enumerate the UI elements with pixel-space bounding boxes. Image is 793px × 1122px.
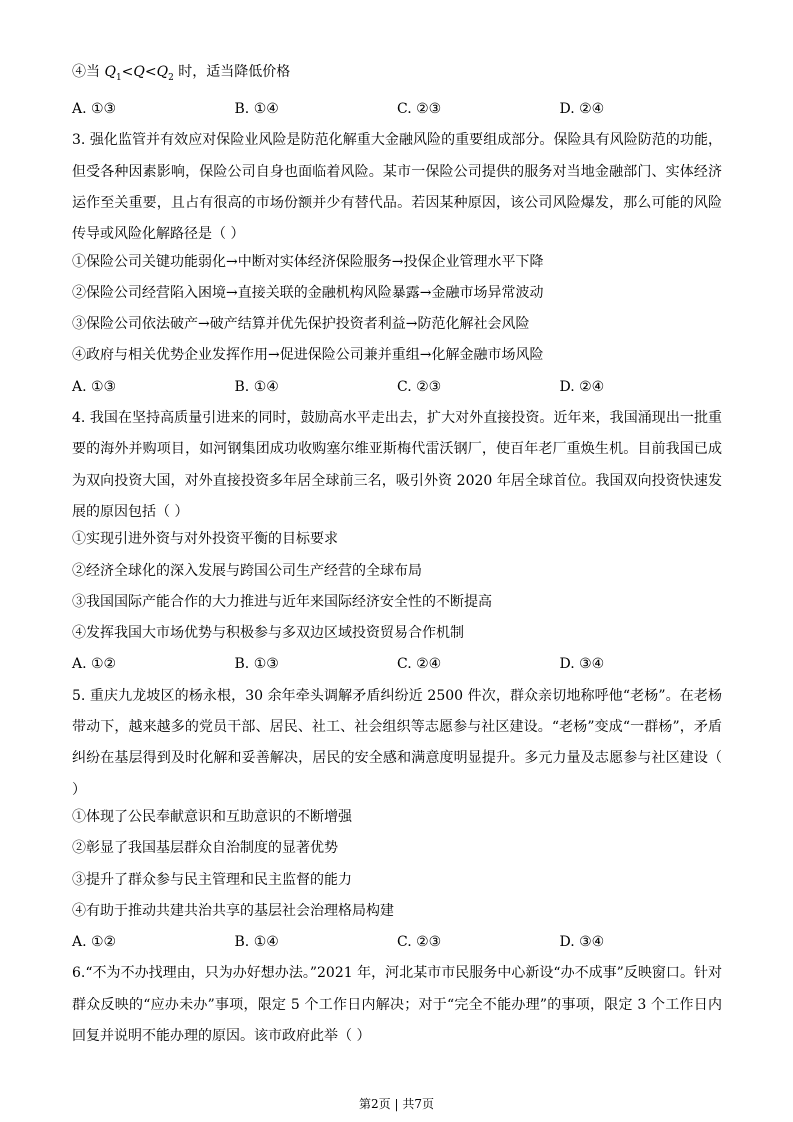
option-b[interactable]: B. ①④ [234, 934, 279, 951]
question-4-options [72, 654, 722, 674]
option-a[interactable]: A. ①② [72, 934, 117, 951]
option-a[interactable]: A. ①③ [72, 378, 117, 395]
option-d[interactable]: D. ③④ [559, 934, 605, 951]
question-3-options [72, 377, 722, 397]
option-b[interactable]: B. ①④ [234, 378, 279, 395]
option-d[interactable]: D. ③④ [559, 656, 605, 673]
option-c[interactable]: C. ②④ [397, 656, 442, 673]
question-3-item-2: ②保险公司经营陷入困境→直接关联的金融机构风险暴露→金融市场异常波动 [72, 284, 544, 301]
option-d[interactable]: D. ②④ [559, 378, 605, 395]
option-a[interactable]: A. ①③ [72, 101, 117, 118]
question-4-item-4: ④发挥我国大市场优势与积极参与多双边区域投资贸易合作机制 [72, 625, 464, 642]
question-5-item-3: ③提升了群众参与民主管理和民主监督的能力 [72, 871, 352, 888]
question-4-stem: 4. 我国在坚持高质量引进来的同时，鼓励高水平走出去，扩大对外直接投资。近年来，我国涌现出一批重要的海外并购项目，如河钢集团成功收购塞尔维亚斯梅代雷沃钢厂，使百年老厂重焕生机。目前我国已成为双向投资大国，对外直接投资多年居全球前三名，吸引外资 2020 年居全球首位。我国双向投资快速发展的原因包括（ ） [72, 410, 722, 520]
question-4-item-3: ③我国国际产能合作的大力推进与近年来国际经济安全性的不断提高 [72, 593, 492, 610]
prev-question-item-4: ④当 $Q_1<Q<Q_2$ 时，适当降低价格 [72, 64, 291, 83]
option-c[interactable]: C. ②③ [397, 934, 442, 951]
question-4-item-1: ①实现引进外资与对外投资平衡的目标要求 [72, 531, 338, 548]
document-page [72, 62, 722, 1052]
question-4-item-2: ②经济全球化的深入发展与跨国公司生产经营的全球布局 [72, 562, 422, 579]
option-a[interactable]: A. ①② [72, 656, 117, 673]
question-3-item-4: ④政府与相关优势企业发挥作用→促进保险公司兼并重组→化解金融市场风险 [72, 347, 544, 364]
question-3-stem: 3. 强化监管并有效应对保险业风险是防范化解重大金融风险的重要组成部分。保险具有风险防范的功能，但受各种因素影响，保险公司自身也面临着风险。某市一保险公司提供的服务对当地金融部门、实体经济运作至关重要，且占有很高的市场份额并少有替代品。若因某种原因，该公司风险爆发，那么可能的风险传导或风险化解路径是（ ） [72, 132, 722, 243]
option-c[interactable]: C. ②③ [397, 378, 442, 395]
page-footer: 第2页 | 共7页 [359, 1097, 434, 1111]
question-3-item-1: ①保险公司关键功能弱化→中断对实体经济保险服务→投保企业管理水平下降 [72, 253, 544, 270]
question-3-item-3: ③保险公司依法破产→破产结算并优先保护投资者利益→防范化解社会风险 [72, 316, 530, 333]
question-5-item-4: ④有助于推动共建共治共享的基层社会治理格局构建 [72, 902, 394, 919]
question-5-item-2: ②彰显了我国基层群众自治制度的显著优势 [72, 840, 338, 857]
option-c[interactable]: C. ②③ [397, 101, 442, 118]
option-b[interactable]: B. ①③ [234, 656, 279, 673]
option-b[interactable]: B. ①④ [234, 101, 279, 118]
prev-question-options [72, 99, 722, 119]
option-d[interactable]: D. ②④ [559, 101, 605, 118]
question-5-options [72, 932, 722, 952]
question-6-stem: 6.“不为不办找理由，只为办好想办法。”2021 年，河北某市市民服务中心新设“办不成事”反映窗口。针对群众反映的“应办未办”事项，限定 5 个工作日内解决；对于“完全不能办理”的事项，限定 3 个工作日内回复并说明不能办理的原因。该市政府此举（ ） [72, 965, 722, 1044]
question-5-item-1: ①体现了公民奉献意识和互助意识的不断增强 [72, 808, 352, 825]
question-5-stem: 5. 重庆九龙坡区的杨永根，30 余年牵头调解矛盾纠纷近 2500 件次，群众亲切地称呼他“老杨”。在老杨带动下，越来越多的党员干部、居民、社工、社会组织等志愿参与社区建设。“老杨”变成“一群杨”，矛盾纠纷在基层得到及时化解和妥善解决，居民的安全感和满意度明显提升。多元力量及志愿参与社区建设（ ） [72, 687, 722, 798]
